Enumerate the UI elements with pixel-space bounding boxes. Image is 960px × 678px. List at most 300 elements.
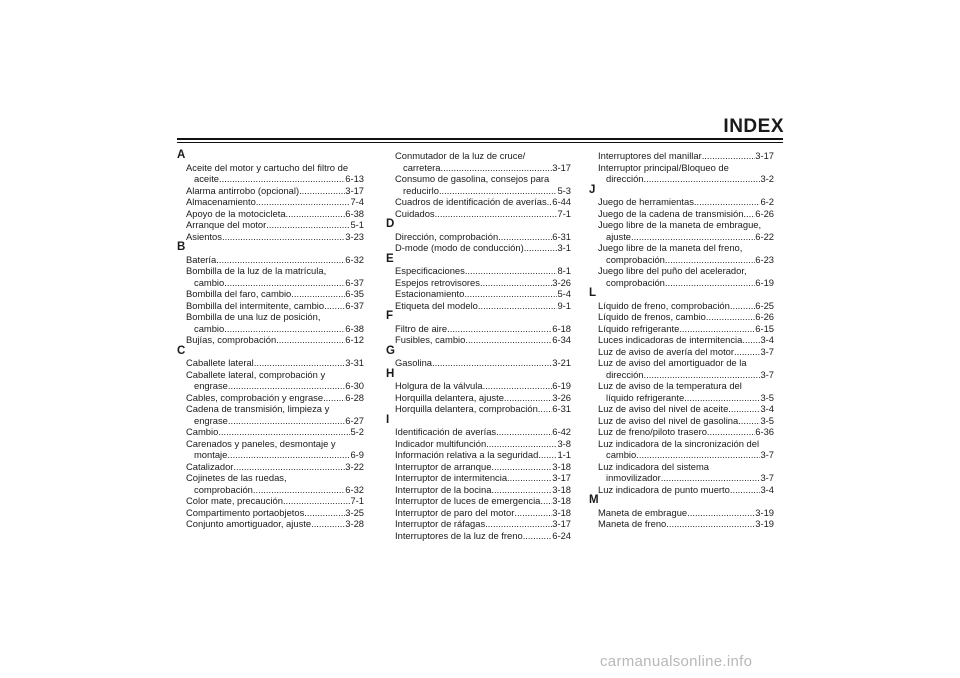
index-page-number: 6-24 xyxy=(552,529,571,541)
index-entry xyxy=(386,277,571,289)
dot-leader xyxy=(254,357,345,369)
index-entry-text: Luz de aviso de la temperatura del xyxy=(598,380,742,391)
dot-leader xyxy=(540,495,552,507)
dot-leader xyxy=(679,323,755,335)
index-entry xyxy=(177,495,364,507)
index-entry-text: comprobación xyxy=(606,276,665,288)
index-page-number: 6-26 xyxy=(755,311,774,322)
index-page-number: 7-4 xyxy=(350,196,364,207)
index-entry xyxy=(177,380,364,392)
index-entry-text: Cadena de transmisión, limpieza y xyxy=(186,403,330,414)
index-entry xyxy=(386,495,571,507)
index-entry-text: Horquilla delantera, comprobación xyxy=(395,403,538,414)
dot-leader xyxy=(728,403,760,415)
index-entry xyxy=(386,530,571,542)
dot-leader xyxy=(464,288,557,300)
index-page-number: 3-21 xyxy=(552,357,571,368)
index-entry-text: Luz de aviso del nivel de aceite xyxy=(598,403,729,414)
index-page-number: 6-19 xyxy=(552,380,571,391)
index-entry-text: Juego libre de la maneta de embrague, xyxy=(598,219,762,230)
index-page-number: 6-2 xyxy=(760,196,774,207)
dot-leader xyxy=(266,219,350,231)
index-entry xyxy=(386,323,571,335)
index-entry xyxy=(589,334,774,346)
index-entry xyxy=(177,173,364,185)
index-entry xyxy=(589,196,774,208)
dot-leader xyxy=(665,254,755,266)
index-letter-heading: D xyxy=(386,218,395,230)
dot-leader xyxy=(730,484,761,496)
index-page-number: 6-37 xyxy=(345,299,364,311)
index-entry xyxy=(177,288,364,300)
index-entry xyxy=(177,254,364,266)
dot-leader xyxy=(524,242,558,254)
dot-leader xyxy=(447,323,552,335)
index-entry xyxy=(177,185,364,197)
index-entry xyxy=(386,357,571,369)
index-page-number: 3-19 xyxy=(755,506,774,518)
dot-leader xyxy=(286,208,346,220)
index-entry-text: Líquido de freno, comprobación xyxy=(598,299,730,311)
index-entry xyxy=(386,484,571,496)
index-page-number: 3-25 xyxy=(345,506,364,518)
dot-leader xyxy=(636,449,760,461)
dot-leader xyxy=(304,507,345,519)
index-page-number: 6-38 xyxy=(345,322,364,334)
index-entry-text: Caballete lateral xyxy=(186,357,254,368)
index-entry-text: Interruptores de la luz de freno xyxy=(395,529,523,541)
index-entry-text: Carenados y paneles, desmontaje y xyxy=(186,437,336,449)
index-page-number: 6-32 xyxy=(345,483,364,495)
index-entry xyxy=(589,484,774,496)
index-entry xyxy=(589,369,774,381)
index-page-number: 3-19 xyxy=(755,518,774,529)
index-page-number: 6-36 xyxy=(755,426,774,437)
index-entry xyxy=(177,415,364,427)
index-entry-text: D-mode (modo de conducción) xyxy=(395,242,524,253)
dot-leader xyxy=(485,518,552,530)
index-entry-text: Consumo de gasolina, consejos para xyxy=(395,173,550,184)
dot-leader xyxy=(734,346,760,358)
dot-leader xyxy=(504,392,552,404)
dot-leader xyxy=(730,300,755,312)
index-entry xyxy=(386,196,571,208)
index-page-number: 3-4 xyxy=(760,403,774,414)
dot-leader xyxy=(742,334,760,346)
index-entry xyxy=(589,346,774,358)
index-entry-text: Apoyo de la motocicleta xyxy=(186,207,286,219)
index-entry-text: Luz de freno/piloto trasero xyxy=(598,426,707,437)
index-page-number: 6-19 xyxy=(755,276,774,288)
index-page-number: 3-17 xyxy=(552,518,571,529)
dot-leader xyxy=(665,277,755,289)
index-entry xyxy=(386,231,571,243)
index-entry xyxy=(589,403,774,415)
dot-leader xyxy=(219,173,345,185)
index-entry-text: Estacionamiento xyxy=(395,288,465,299)
index-entry-text: Identificación de averías xyxy=(395,426,497,437)
dot-leader xyxy=(738,415,760,427)
index-column-1 xyxy=(177,150,364,530)
index-entry-text: Alarma antirrobo (opcional) xyxy=(186,184,300,196)
index-entry-text: dirección xyxy=(606,173,644,184)
dot-leader xyxy=(478,300,558,312)
index-entry-text: Cuadros de identificación de averías xyxy=(395,196,547,207)
index-page-number: 6-32 xyxy=(345,253,364,265)
dot-leader xyxy=(538,403,552,415)
dot-leader xyxy=(702,150,756,162)
dot-leader xyxy=(465,265,558,277)
index-page-number: 6-25 xyxy=(755,299,774,311)
index-entry xyxy=(589,311,774,323)
index-entry xyxy=(177,449,364,461)
index-entry xyxy=(177,392,364,404)
dot-leader xyxy=(222,231,345,243)
index-entry xyxy=(177,196,364,208)
dot-leader xyxy=(228,415,345,427)
index-entry xyxy=(386,265,571,277)
index-entry xyxy=(589,208,774,220)
dot-leader xyxy=(538,449,557,461)
dot-leader xyxy=(507,472,552,484)
index-entry-text: Conjunto amortiguador, ajuste xyxy=(186,518,312,529)
index-page-number: 5-2 xyxy=(350,426,364,437)
index-entry-text: Bombilla del faro, cambio xyxy=(186,288,292,299)
index-entry xyxy=(386,300,571,312)
index-page-number: 9-1 xyxy=(557,299,571,311)
dot-leader xyxy=(253,484,345,496)
index-page-number: 6-23 xyxy=(755,253,774,265)
index-entry xyxy=(589,300,774,312)
index-entry xyxy=(589,323,774,335)
index-page-number: 6-13 xyxy=(345,173,364,184)
index-entry-text: Conmutador de la luz de cruce/ xyxy=(395,150,526,161)
index-entry-text: Juego libre de la maneta del freno, xyxy=(598,242,743,253)
index-page-number: 3-8 xyxy=(557,437,571,449)
dot-leader xyxy=(441,162,553,174)
dot-leader xyxy=(687,507,755,519)
dot-leader xyxy=(256,196,351,208)
index-letter-heading: H xyxy=(386,367,395,380)
index-entry-text: Luz de aviso del amortiguador de la xyxy=(598,357,747,368)
index-page-number: 6-26 xyxy=(755,207,774,219)
index-page-number: 6-22 xyxy=(755,230,774,242)
index-entry-text: Interruptor de paro del motor xyxy=(395,506,515,518)
index-entry-text: Horquilla delantera, ajuste xyxy=(395,391,504,403)
index-column-3 xyxy=(589,150,774,530)
index-entry xyxy=(589,415,774,427)
index-page-number: 3-17 xyxy=(552,472,571,483)
index-entry xyxy=(177,300,364,312)
index-entry-text: Catalizador xyxy=(186,460,234,472)
index-entry-text: Cables, comprobación y engrase xyxy=(186,391,324,403)
index-page-number: 3-7 xyxy=(760,449,774,460)
dot-leader xyxy=(323,392,345,404)
dot-leader xyxy=(684,392,760,404)
dot-leader xyxy=(432,357,552,369)
dot-leader xyxy=(631,231,755,243)
index-letter-heading: E xyxy=(386,252,394,265)
index-letter-heading: C xyxy=(177,344,186,357)
index-entry xyxy=(589,392,774,404)
index-page-number: 6-38 xyxy=(345,207,364,219)
index-entry-text: Interruptor principal/Bloqueo de xyxy=(598,161,729,173)
index-letter-heading: I xyxy=(386,413,390,426)
index-page-number: 6-27 xyxy=(345,414,364,426)
dot-leader xyxy=(311,518,345,530)
dot-leader xyxy=(514,507,552,519)
index-entry xyxy=(386,518,571,530)
index-page-number: 3-4 xyxy=(760,334,774,345)
dot-leader xyxy=(644,369,761,381)
index-entry-text: Gasolina xyxy=(395,357,433,368)
dot-leader xyxy=(233,461,345,473)
dot-leader xyxy=(661,472,761,484)
index-page-number: 1-1 xyxy=(557,449,571,460)
index-page-number: 5-1 xyxy=(350,219,364,230)
dot-leader xyxy=(276,334,345,346)
index-page-number: 3-5 xyxy=(760,391,774,403)
index-entry-text: Maneta de embrague xyxy=(598,506,688,518)
dot-leader xyxy=(299,185,345,197)
index-entry-text: cambio xyxy=(194,322,225,334)
index-page-number: 6-15 xyxy=(755,322,774,334)
index-entry-text: Caballete lateral, comprobación y xyxy=(186,368,326,380)
index-entry xyxy=(386,185,571,197)
index-entry xyxy=(177,357,364,369)
index-entry xyxy=(177,323,364,335)
dot-leader xyxy=(666,518,755,530)
index-page-number: 6-12 xyxy=(345,334,364,345)
index-entry-text: Interruptor de arranque xyxy=(395,460,492,472)
index-entry-text: Interruptor de luces de emergencia xyxy=(395,495,541,506)
index-page-number: 3-18 xyxy=(552,460,571,472)
dot-leader xyxy=(483,380,553,392)
index-page-number: 6-44 xyxy=(552,196,571,207)
index-page-number: 3-17 xyxy=(552,161,571,173)
index-entry-text: aceite xyxy=(194,173,220,184)
index-entry xyxy=(386,392,571,404)
index-page-number: 5-3 xyxy=(557,184,571,196)
index-entry xyxy=(589,173,774,185)
index-entry-text: Luces indicadoras de intermitencia xyxy=(598,334,743,345)
index-entry-text: Cambio xyxy=(186,426,219,437)
index-entry xyxy=(386,507,571,519)
dot-leader xyxy=(523,530,553,542)
index-entry-text: Interruptores del manillar xyxy=(598,150,702,161)
dot-leader xyxy=(706,311,755,323)
index-entry-text: engrase xyxy=(194,414,228,426)
index-entry-text: dirección xyxy=(606,368,644,380)
index-entry-text: Almacenamiento xyxy=(186,196,256,207)
index-page-number: 6-31 xyxy=(552,230,571,242)
index-entry-text: Indicador multifunción xyxy=(395,437,487,449)
index-entry xyxy=(589,426,774,438)
index-page-number: 6-28 xyxy=(345,391,364,403)
dot-leader xyxy=(224,323,345,335)
index-page-number: 6-37 xyxy=(345,276,364,288)
dot-leader xyxy=(227,449,350,461)
dot-leader xyxy=(324,300,345,312)
index-page-number: 6-34 xyxy=(552,334,571,345)
index-entry-text: montaje xyxy=(194,449,228,460)
index-entry xyxy=(177,426,364,438)
index-entry-text: Luz indicadora de la sincronización del xyxy=(598,437,760,449)
index-page-number: 6-35 xyxy=(345,288,364,299)
index-entry-text: Juego de la cadena de transmisión xyxy=(598,207,744,219)
index-page-number: 3-4 xyxy=(760,483,774,495)
index-entry xyxy=(386,162,571,174)
index-entry-text: Juego de herramientas xyxy=(598,196,694,207)
index-page-number: 3-26 xyxy=(552,391,571,403)
index-page-number: 3-26 xyxy=(552,276,571,288)
index-page-number: 3-22 xyxy=(345,460,364,472)
index-entry-text: comprobación xyxy=(194,483,253,495)
index-entry-text: Líquido refrigerante xyxy=(598,322,680,334)
index-page-number: 5-4 xyxy=(557,288,571,299)
index-entry-text: Holgura de la válvula xyxy=(395,380,483,391)
index-page-number: 3-18 xyxy=(552,483,571,495)
index-page-number: 3-17 xyxy=(345,184,364,196)
dot-leader xyxy=(480,277,552,289)
index-entry-text: Batería xyxy=(186,253,217,265)
dot-leader xyxy=(694,196,761,208)
dot-leader xyxy=(498,231,552,243)
index-page-number: 6-31 xyxy=(552,403,571,414)
index-entry xyxy=(177,208,364,220)
index-page-number: 3-1 xyxy=(557,242,571,253)
index-entry xyxy=(589,277,774,289)
index-letter-heading: B xyxy=(177,241,186,253)
index-entry xyxy=(177,518,364,530)
index-page-number: 3-7 xyxy=(760,345,774,357)
index-page-number: 6-9 xyxy=(350,449,364,460)
index-page-number: 6-30 xyxy=(345,380,364,391)
dot-leader xyxy=(465,334,552,346)
index-page-number: 3-17 xyxy=(755,150,774,161)
index-entry-text: Etiqueta del modelo xyxy=(395,299,478,311)
index-page-number: 3-28 xyxy=(345,518,364,529)
index-entry-text: engrase xyxy=(194,380,228,391)
index-entry-text: Luz indicadora del sistema xyxy=(598,460,709,472)
index-entry xyxy=(386,472,571,484)
index-entry xyxy=(386,288,571,300)
index-page-number: 6-42 xyxy=(552,426,571,437)
index-entry-text: Luz de aviso del nivel de gasolina xyxy=(598,414,739,426)
index-entry-text: Juego libre del puño del acelerador, xyxy=(598,265,747,276)
title-rule xyxy=(177,138,783,140)
dot-leader xyxy=(707,426,755,438)
index-letter-heading: J xyxy=(589,183,596,196)
index-entry-text: Aceite del motor y cartucho del filtro de xyxy=(186,161,349,173)
index-entry-text: cambio xyxy=(194,276,225,288)
index-entry-text: Bujías, comprobación xyxy=(186,334,277,345)
index-entry xyxy=(589,507,774,519)
index-entry xyxy=(177,461,364,473)
index-entry-text: Asientos xyxy=(186,230,222,242)
index-entry xyxy=(177,507,364,519)
dot-leader xyxy=(491,461,552,473)
index-entry xyxy=(177,277,364,289)
index-entry xyxy=(177,219,364,231)
dot-leader xyxy=(491,484,552,496)
index-entry xyxy=(386,242,571,254)
index-entry-text: Interruptor de intermitencia xyxy=(395,472,508,483)
index-entry-text: Color mate, precaución xyxy=(186,495,283,506)
dot-leader xyxy=(486,438,557,450)
index-entry xyxy=(386,403,571,415)
dot-leader xyxy=(228,380,345,392)
index-page-number: 6-18 xyxy=(552,322,571,334)
dot-leader xyxy=(435,208,558,220)
index-page-number: 3-23 xyxy=(345,230,364,242)
dot-leader xyxy=(644,173,761,185)
index-entry-text: ajuste xyxy=(606,230,632,242)
index-entry-text: Información relativa a la seguridad xyxy=(395,449,539,460)
index-entry-text: Luz de aviso de avería del motor xyxy=(598,345,735,357)
index-entry-text: Fusibles, cambio xyxy=(395,334,466,345)
index-letter-heading: A xyxy=(177,149,186,161)
index-page-number: 3-7 xyxy=(760,472,774,483)
dot-leader xyxy=(291,288,345,300)
index-letter-heading: L xyxy=(589,287,597,299)
index-page-number: 3-7 xyxy=(760,368,774,380)
dot-leader xyxy=(218,426,350,438)
index-entry-text: Interruptor de ráfagas xyxy=(395,518,486,529)
index-entry-text: inmovilizador xyxy=(606,472,661,483)
watermark: carmanualsonline.info xyxy=(600,653,753,670)
index-entry-text: Bombilla de una luz de posición, xyxy=(186,311,321,322)
index-entry-text: Interruptor de la bocina xyxy=(395,483,492,495)
index-entry-text: reducirlo xyxy=(403,184,439,196)
title-rule-thin xyxy=(177,142,783,143)
index-entry xyxy=(177,484,364,496)
index-entry-text: carretera xyxy=(403,161,441,173)
index-entry-text: Luz indicadora de punto muerto xyxy=(598,483,730,495)
index-entry xyxy=(589,449,774,461)
index-entry-text: Bombilla del intermitente, cambio xyxy=(186,299,325,311)
index-page-number: 3-18 xyxy=(552,506,571,518)
index-entry-text: Espejos retrovisores xyxy=(395,276,480,288)
index-page-number: 3-5 xyxy=(760,414,774,426)
index-entry-text: Maneta de freno xyxy=(598,518,667,529)
index-page-number: 7-1 xyxy=(557,207,571,219)
index-page-number: 3-2 xyxy=(760,173,774,184)
index-column-2 xyxy=(386,150,571,541)
index-entry-text: Especificaciones xyxy=(395,265,465,276)
dot-leader xyxy=(283,495,351,507)
index-letter-heading: F xyxy=(386,310,394,322)
index-letter-heading: G xyxy=(386,344,395,357)
index-entry xyxy=(386,461,571,473)
index-page-number: 7-1 xyxy=(350,495,364,506)
dot-leader xyxy=(216,254,345,266)
index-entry-text: Cojinetes de las ruedas, xyxy=(186,472,287,483)
index-entry-text: Dirección, comprobación xyxy=(395,230,499,242)
index-entry xyxy=(589,518,774,530)
index-entry-text: cambio xyxy=(606,449,637,460)
index-page-number: 3-18 xyxy=(552,495,571,506)
index-letter-heading: M xyxy=(589,494,599,506)
index-entry xyxy=(177,231,364,243)
index-entry-text: Bombilla de la luz de la matrícula, xyxy=(186,265,327,276)
index-entry-text: Cuidados xyxy=(395,207,435,219)
index-entry-text: comprobación xyxy=(606,253,665,265)
index-entry xyxy=(386,380,571,392)
index-entry xyxy=(589,254,774,266)
index-entry xyxy=(386,426,571,438)
index-entry-text: Compartimento portaobjetos xyxy=(186,506,305,518)
